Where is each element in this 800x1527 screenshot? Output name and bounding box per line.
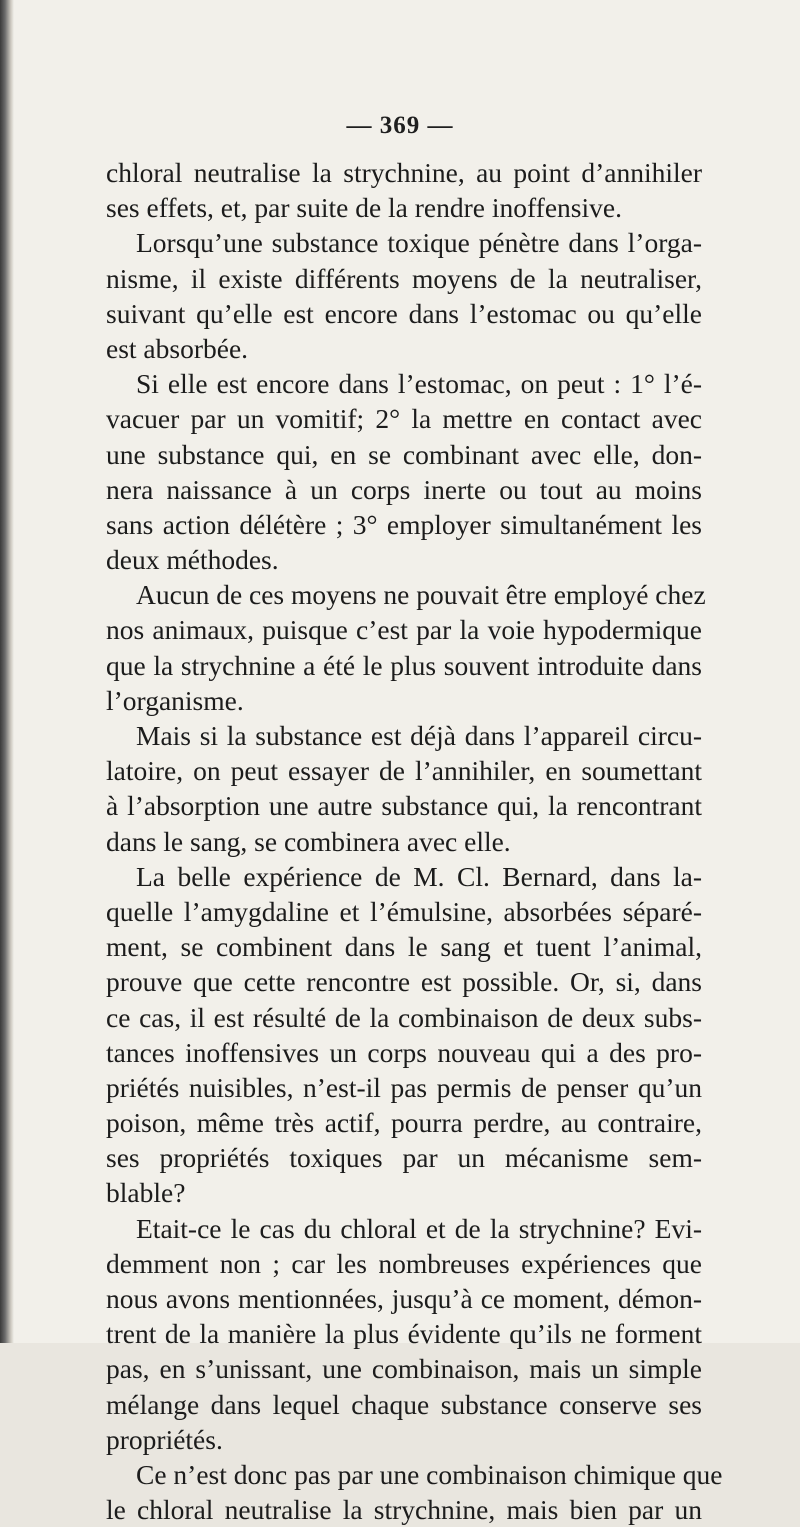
text-line: sans action délétère ; 3° employer simultanément les (106, 508, 702, 540)
text-line: dans le sang, se combinera avec elle. (106, 825, 511, 857)
text-line: ce cas, il est résulté de la combinaison de deux subs- (106, 1001, 702, 1033)
text-line: ment, se combinent dans le sang et tuent l’animal, (106, 931, 702, 963)
text-line: l’organisme. (106, 684, 244, 716)
text-line: Mais si la substance est déjà dans l’appareil circu- (136, 720, 702, 751)
text-line: Ce n’est donc pas par une combinaison chimique que (136, 1458, 723, 1490)
text-line: propriétés. (106, 1423, 223, 1455)
text-line: blable? (106, 1177, 186, 1209)
text-line: Lorsqu’une substance toxique pénètre dans l’orga- (136, 227, 702, 259)
text-line: demment non ; car les nombreuses expériences que (106, 1247, 702, 1279)
text-line: deux méthodes. (106, 544, 279, 576)
text-line: trent de la manière la plus évidente qu’ils ne forment (106, 1318, 702, 1350)
page-binding-edge (0, 0, 14, 1343)
text-line: tances inoffensives un corps nouveau qui a des pro- (106, 1036, 702, 1068)
text-line: Si elle est encore dans l’estomac, on peut : 1° l’é- (136, 368, 702, 400)
text-line: à l’absorption une autre substance qui, la rencontrant (106, 790, 702, 822)
text-line: chloral neutralise la strychnine, au point d’annihiler (106, 157, 702, 188)
text-line: une substance qui, en se combinant avec elle, don- (106, 438, 702, 470)
text-line: vacuer par un vomitif; 2° la mettre en contact avec (106, 403, 702, 435)
text-line: le chloral neutralise la strychnine, mais bien par un (106, 1494, 702, 1526)
text-line: nera naissance à un corps inerte ou tout au moins (106, 473, 702, 505)
text-line: poison, même très actif, pourra perdre, au contraire, (106, 1107, 702, 1139)
text-line: que la strychnine a été le plus souvent introduite dans (106, 649, 702, 681)
text-line: mélange dans lequel chaque substance conserve ses (106, 1388, 702, 1420)
text-line: Etait-ce le cas du chloral et de la strychnine? Evi- (136, 1212, 702, 1244)
text-line: pas, en s’unissant, une combinaison, mais un simple (106, 1353, 702, 1385)
text-line: suivant qu’elle est encore dans l’estomac ou qu’elle (106, 297, 702, 329)
text-line: nos animaux, puisque c’est par la voie hypodermique (106, 614, 702, 646)
text-line: latoire, on peut essayer de l’annihiler, en soumettant (106, 755, 702, 787)
text-line: prouve que cette rencontre est possible. Or, si, dans (106, 966, 702, 998)
text-line: Aucun de ces moyens ne pouvait être employé chez (136, 579, 706, 611)
text-line: priétés nuisibles, n’est-il pas permis de penser qu’un (106, 1071, 702, 1103)
page-number: — 369 — (346, 112, 454, 139)
text-line: ses effets, et, par suite de la rendre inoffensive. (106, 192, 622, 224)
text-line: nous avons mentionnées, jusqu’à ce moment, démon- (106, 1283, 702, 1314)
text-line: La belle expérience de M. Cl. Bernard, dans la- (136, 860, 702, 892)
text-line: est absorbée. (106, 332, 249, 364)
text-line: nisme, il existe différents moyens de la neutraliser, (106, 262, 702, 294)
text-line: quelle l’amygdaline et l’émulsine, absorbées séparé- (106, 895, 702, 927)
body-text (106, 155, 723, 1527)
text-line: ses propriétés toxiques par un mécanisme sem- (106, 1142, 702, 1174)
